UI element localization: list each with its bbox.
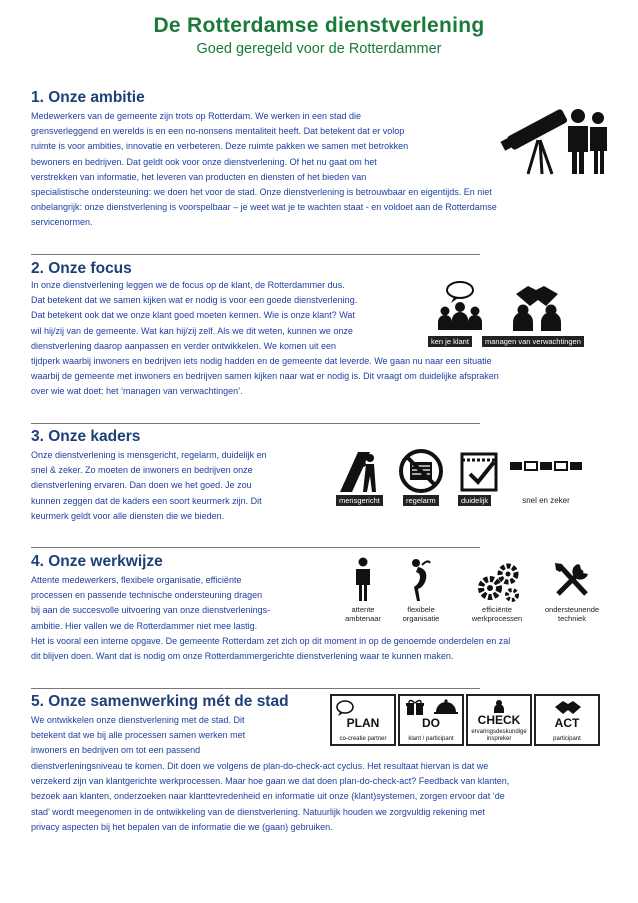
- section-2-body-b: [31, 354, 607, 400]
- attentive-person-icon: [352, 557, 374, 601]
- text-line: stad’ wordt meegenomen in de ontwikkeling van de dienstverlening. Natuurlijk houden we zorgvuldig rekening met: [31, 806, 485, 817]
- text-line: dienstverleningsniveau te komen. Dit doen we volgens de plan-do-check-act cyclus. Het resultaat hiervan is dat we: [31, 761, 489, 771]
- gift-icon: [405, 699, 425, 716]
- section-4-body-b: [31, 634, 607, 664]
- speech-bubble-icon: [336, 700, 354, 716]
- text-line: ambitie. Hier vallen we de Rotterdammer niet mee lastig.: [31, 620, 258, 631]
- text-line: dienstverlening daarop aanpassen en verder ontwikkelen. We komen uit een: [31, 340, 337, 351]
- icon-caption: ken je klant: [428, 336, 472, 347]
- section-4-body-a: [31, 573, 313, 634]
- divider: [31, 547, 480, 548]
- text-line: ruimte is voor ambities, innovatie en verbeteren. Deze ruimte pakken we samen met betrokken: [31, 141, 409, 152]
- text-line: onbelangrijk: onze dienstverlening is voorspelbaar – je weet wat je te wachten staat - en voldoet aan de Rotterdamse: [31, 202, 497, 213]
- icon-caption: mensgericht: [336, 495, 383, 506]
- text-line: tijdperk waarbij inwoners en bedrijven iets nodig hadden en de gemeente dat leverde. We gaan nu naar een situatie: [31, 356, 492, 366]
- icon-caption: efficiënte werkprocessen: [471, 605, 523, 623]
- text-line: wil hij/zij van de gemeente. Wat kan hij/zij zelf. Als we dit weten, kunnen we onze: [31, 325, 353, 336]
- flexible-gymnast-icon: [408, 557, 432, 601]
- text-line: dit blijven doen. Want dat is nodig om onze Rotterdammergerichte dienstverlening waar te kunnen maken.: [31, 651, 454, 662]
- telescope-people-icon: [500, 102, 612, 176]
- text-line: Het is vooral een interne opgave. De gemeente Rotterdam zet zich op dit moment in op de genoemde onderdelen en zal: [31, 636, 511, 646]
- text-line: snel & zeker. Zo moeten de inwoners en bedrijven onze: [31, 465, 253, 476]
- icon-caption: managen van verwachtingen: [482, 336, 584, 347]
- handshake-icon: [508, 280, 566, 332]
- document-subtitle: Goed geregeld voor de Rotterdammer: [196, 41, 442, 57]
- icon-caption: snel en zeker: [522, 496, 570, 505]
- section-1-heading: 1. Onze ambitie: [31, 89, 145, 106]
- text-line: grensverleggend en werelds is en een no-nonsens mentaliteit heeft. Dat betekent dat er volop: [31, 126, 405, 137]
- text-line: waarbij de gemeente met inwoners en bedrijven samen kijken naar wat er nodig is. Dit vraagt om duidelijke afspraken: [31, 371, 499, 382]
- section-1-body-b: [31, 185, 607, 231]
- text-line: Dat betekent dat we samen kijken wat er nodig is voor een goede dienstverlening.: [31, 295, 358, 306]
- text-line: We ontwikkelen onze dienstverlening met de stad. Dit: [31, 715, 245, 725]
- text-line: processen en passende technische ondersteuning dragen: [31, 590, 263, 601]
- text-line: betekent dat we bij alle processen samen werken met: [31, 730, 246, 741]
- section-4-heading: 4. Onze werkwijze: [31, 553, 163, 570]
- text-line: inwoners en bedrijven om tot een passend: [31, 745, 201, 756]
- section-2-heading: 2. Onze focus: [31, 260, 132, 277]
- icon-caption: attente ambtenaar: [345, 605, 381, 623]
- person-icon: [492, 699, 506, 713]
- icon-caption: duidelijk: [458, 495, 491, 506]
- document-title: De Rotterdamse dienstverlening: [153, 14, 485, 37]
- section-3-heading: 3. Onze kaders: [31, 428, 141, 445]
- gears-icon: [476, 562, 522, 602]
- divider: [31, 688, 480, 689]
- fast-arrow-icon: [510, 460, 582, 472]
- icon-caption: flexibele organisatie: [402, 605, 440, 623]
- text-line: In onze dienstverlening leggen we de focus op de klant, de Rotterdammer dus.: [31, 280, 345, 290]
- text-line: bij aan de succesvolle uitvoering van onze dienstverlenings-: [31, 605, 271, 616]
- text-line: verstrekken van informatie, het leveren van producten en diensten of het bieden van: [31, 171, 367, 182]
- text-line: Attente medewerkers, flexibele organisatie, efficiënte: [31, 575, 242, 585]
- text-line: specialistische ondersteuning: we doen het voor de stad. Onze dienstverlening is betrouwbaar en eigentijds. En niet: [31, 187, 492, 197]
- plan-box: PLAN co-creatie partner: [330, 694, 396, 746]
- text-line: over wie wat doet: het ‘managen van verwachtingen’.: [31, 386, 243, 397]
- section-2-body-a: [31, 278, 424, 354]
- cloche-icon: [434, 699, 458, 716]
- divider: [31, 254, 480, 255]
- check-box: CHECK ervaringsdeskundige inspreker: [466, 694, 532, 746]
- section-5-body-b: [31, 759, 607, 835]
- text-line: bezoek aan klanten, onderzoeken naar klanttevredenheid en informatie uit onze (klant)systemen, zorgen ervoor dat ‘de: [31, 791, 505, 802]
- text-line: verzekerd zijn van klantgerichte werkprocessen. Maar hoe gaan we dat doen plan-do-check-act? Feedback van klanten,: [31, 776, 510, 787]
- tools-icon: [552, 560, 592, 600]
- icon-caption: regelarm: [403, 495, 439, 506]
- text-line: Medewerkers van de gemeente zijn trots op Rotterdam. We werken in een stad die: [31, 111, 362, 121]
- no-paperwork-icon: [398, 448, 444, 494]
- act-box: ACT participant: [534, 694, 600, 746]
- section-1-body-a: [31, 109, 481, 185]
- divider: [31, 423, 480, 424]
- section-5-heading: 5. Onze samenwerking mét de stad: [31, 693, 289, 710]
- know-your-customer-icon: [434, 280, 486, 332]
- helping-hand-icon: [336, 448, 384, 492]
- section-3-body: [31, 448, 324, 524]
- text-line: privacy aspecten bij het bepalen van de informatie die we (gaan) gebruiken.: [31, 821, 333, 832]
- checklist-icon: [458, 448, 504, 494]
- text-line: servicenormen.: [31, 217, 93, 228]
- text-line: dienstverlening ervaren. Dan doen we het goed. Je zou: [31, 480, 252, 491]
- text-line: Onze dienstverlening is mensgericht, regelarm, duidelijk en: [31, 450, 267, 460]
- section-5-body-a: [31, 713, 315, 759]
- icon-caption: ondersteunende techniek: [544, 605, 600, 623]
- text-line: Dat betekent ook dat we onze klant goed moeten kennen. Wie is onze klant? Wat: [31, 310, 355, 321]
- text-line: keurmerk geldt voor alle diensten die we bieden.: [31, 510, 225, 521]
- do-box: DO klant / participant: [398, 694, 464, 746]
- text-line: kunnen zeggen dat de kaders een soort keurmerk zijn. Dit: [31, 495, 262, 506]
- text-line: bewoners en bedrijven. Dat geldt ook voor onze dienstverlening. Of het nu gaat om het: [31, 156, 377, 167]
- handshake-icon: [554, 699, 582, 715]
